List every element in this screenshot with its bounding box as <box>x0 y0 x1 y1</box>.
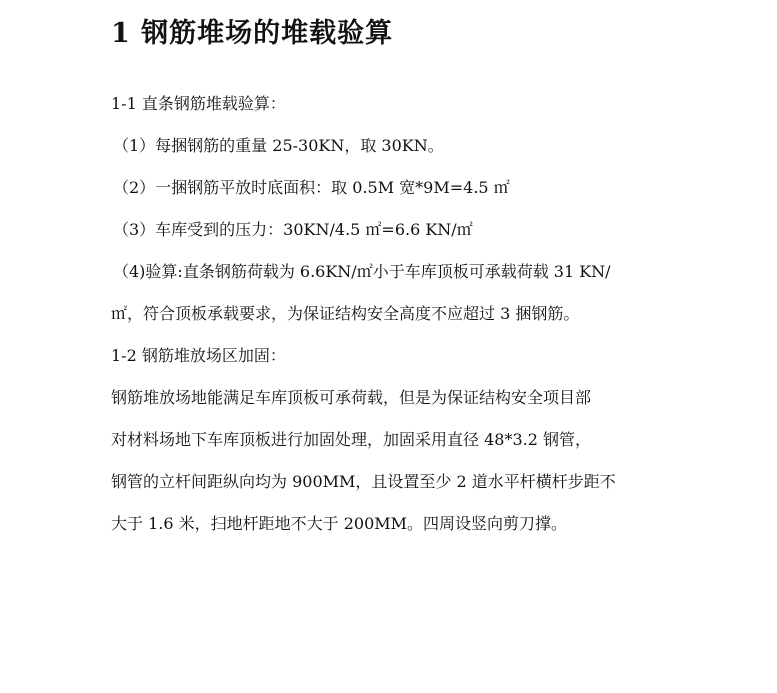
document-title: 1 钢筋堆场的堆载验算 <box>111 18 394 49</box>
paragraph-line-3: 钢管的立杆间距纵向均为 900MM，且设置至少 2 道水平杆横杆步距不 <box>111 472 616 491</box>
paragraph-line-1: 钢筋堆放场地能满足车库顶板可承荷载，但是为保证结构安全项目部 <box>111 388 592 407</box>
list-item-2: （2）一捆钢筋平放时底面积：取 0.5M 宽*9M=4.5 ㎡ <box>113 178 510 197</box>
list-item-1: （1）每捆钢筋的重量 25-30KN，取 30KN。 <box>113 136 444 155</box>
section-heading-1-2: 1-2 钢筋堆放场区加固： <box>111 346 286 365</box>
list-item-4-line-2: ㎡，符合顶板承载要求，为保证结构安全高度不应超过 3 捆钢筋。 <box>111 304 580 323</box>
paragraph-line-4: 大于 1.6 米，扫地杆距地不大于 200MM。四周设竖向剪刀撑。 <box>111 514 568 533</box>
section-heading-1-1: 1-1 直条钢筋堆载验算： <box>111 94 286 113</box>
list-item-3: （3）车库受到的压力：30KN/4.5 ㎡=6.6 KN/㎡ <box>113 220 473 239</box>
list-item-4-line-1: （4)验算:直条钢筋荷载为 6.6KN/㎡小于车库顶板可承载荷载 31 KN/ <box>113 262 611 281</box>
paragraph-line-2: 对材料场地下车库顶板进行加固处理，加固采用直径 48*3.2 钢管， <box>111 430 591 449</box>
